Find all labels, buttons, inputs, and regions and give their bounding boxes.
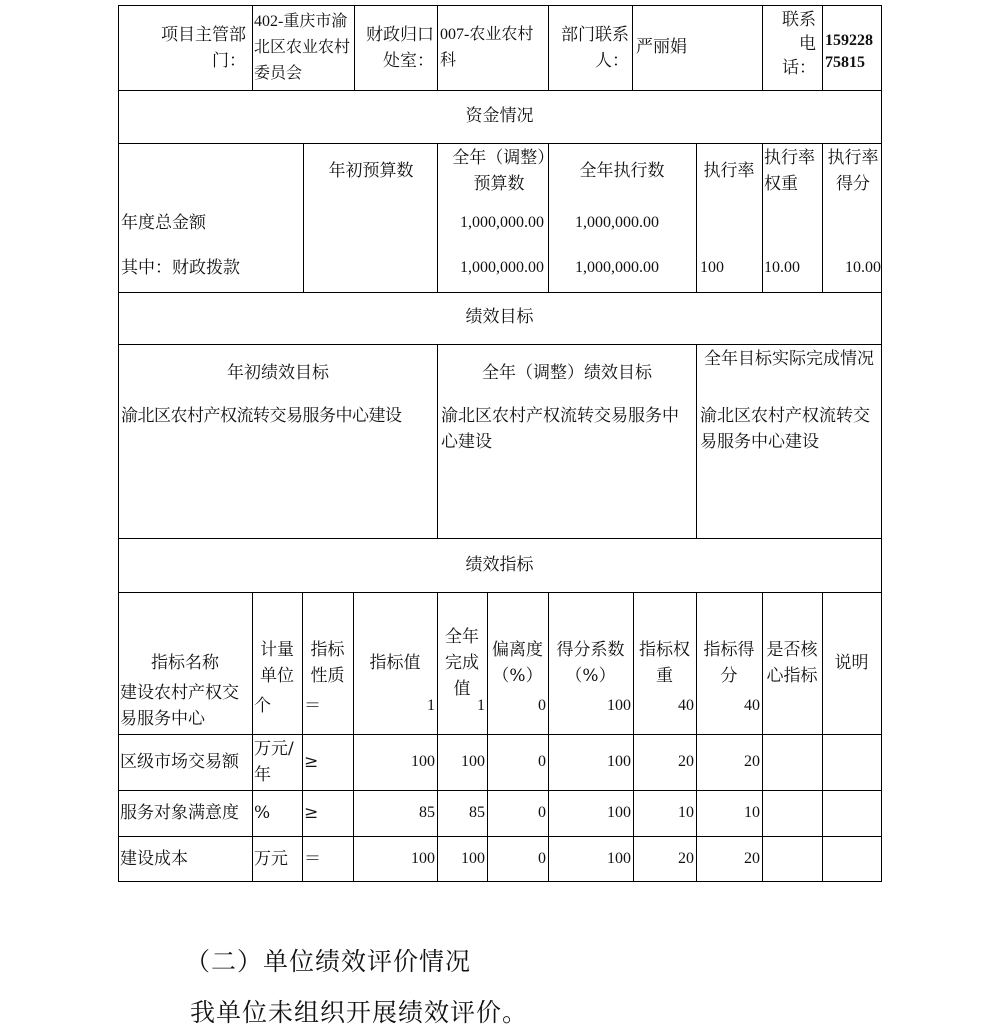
grid-line-horizontal <box>118 292 882 293</box>
grid-line-horizontal <box>118 734 882 735</box>
funds-col-weight: 执行率权重 <box>764 148 815 194</box>
funds-col-executed: 全年执行数 <box>579 161 665 181</box>
ind-col-target: 指标值 <box>369 653 421 673</box>
ind-col-actual: 全年完成值 <box>445 627 479 699</box>
ind-col-nature: 指标性质 <box>310 640 345 686</box>
grid-line-horizontal <box>118 592 882 593</box>
indicator-cell: 万元 <box>254 848 288 869</box>
grid-line-vertical <box>548 143 549 293</box>
grid-line-horizontal <box>118 836 882 837</box>
section-heading: （二）单位绩效评价情况 <box>185 947 472 976</box>
grid-line-horizontal <box>118 881 882 882</box>
ind-col-core: 是否核心指标 <box>766 640 818 686</box>
funds-row-adjusted: 1,000,000.00 <box>460 259 544 276</box>
grid-line-vertical <box>354 5 355 91</box>
indicator-name: 服务对象满意度 <box>120 803 239 823</box>
grid-line-vertical <box>762 5 763 91</box>
funds-row-executed: 1,000,000.00 <box>575 214 659 231</box>
grid-line-vertical <box>302 592 303 882</box>
indicator-cell: 40 <box>744 697 760 714</box>
indicator-cell: % <box>254 803 271 823</box>
grid-line-vertical <box>696 592 697 882</box>
indicator-cell: 100 <box>411 849 435 867</box>
grid-line-horizontal <box>118 143 882 144</box>
indicator-cell <box>824 791 879 835</box>
grid-line-horizontal <box>118 90 882 91</box>
indicator-cell: 20 <box>678 753 694 770</box>
grid-line-vertical <box>696 143 697 293</box>
funds-section-title: 资金情况 <box>465 106 534 126</box>
indicator-cell: 0 <box>538 753 546 770</box>
funds-col-score: 执行率得分 <box>827 148 879 194</box>
grid-line-vertical <box>437 5 438 91</box>
grid-line-vertical <box>881 5 882 882</box>
phone-label: 联系电话： <box>782 10 816 78</box>
grid-line-vertical <box>303 143 304 293</box>
grid-line-vertical <box>437 344 438 539</box>
grid-line-vertical <box>822 5 823 91</box>
indicators-section-title: 绩效指标 <box>465 555 534 575</box>
dept-value: 402-重庆市渝北区农业农村委员会 <box>254 13 351 82</box>
indicator-cell <box>824 679 879 733</box>
grid-line-vertical <box>632 5 633 91</box>
grid-line-vertical <box>353 592 354 882</box>
grid-line-vertical <box>633 592 634 882</box>
ind-col-weight: 指标权重 <box>639 640 690 686</box>
indicator-cell <box>824 837 879 880</box>
indicator-cell: 个 <box>254 696 271 716</box>
contact-value: 严丽娟 <box>636 37 687 57</box>
goals-adjusted-text: 渝北区农村产权流转交易服务中心建设 <box>441 406 679 452</box>
ind-col-name: 指标名称 <box>151 653 219 673</box>
funds-row-label: 年度总金额 <box>121 213 206 233</box>
grid-line-vertical <box>762 143 763 293</box>
indicator-cell: 1 <box>427 697 435 714</box>
indicator-cell: 0 <box>538 697 546 714</box>
indicator-name: 建设成本 <box>120 848 188 869</box>
ind-col-score: 指标得分 <box>703 640 755 686</box>
indicator-cell: ≥ <box>304 803 319 823</box>
indicator-cell: 20 <box>678 849 694 867</box>
funds-row-adjusted: 1,000,000.00 <box>460 214 544 231</box>
indicator-cell: 0 <box>538 804 546 821</box>
grid-line-vertical <box>118 5 119 882</box>
grid-line-vertical <box>822 592 823 882</box>
indicator-cell: 85 <box>469 804 485 821</box>
indicator-cell: ＝ <box>304 696 321 716</box>
ind-col-coefficient: 得分系数（%） <box>556 640 625 686</box>
indicator-cell: 100 <box>607 804 631 821</box>
indicator-cell: 100 <box>607 697 631 714</box>
indicator-cell: 100 <box>607 849 631 867</box>
section-body: 我单位未组织开展绩效评价。 <box>190 998 529 1027</box>
funds-row-weight: 10.00 <box>764 259 800 276</box>
goals-initial-text: 渝北区农村产权流转交易服务中心建设 <box>121 406 402 426</box>
indicator-cell: 10 <box>678 804 694 821</box>
grid-line-vertical <box>548 5 549 91</box>
indicator-cell: 20 <box>744 849 760 867</box>
grid-line-vertical <box>548 592 549 882</box>
goals-col-initial: 年初绩效目标 <box>227 363 329 383</box>
indicator-cell: 100 <box>461 753 485 770</box>
grid-line-horizontal <box>118 5 882 6</box>
indicator-name: 区级市场交易额 <box>120 752 239 772</box>
grid-line-horizontal <box>118 538 882 539</box>
indicator-cell: 100 <box>461 849 485 867</box>
contact-label: 部门联系人： <box>561 25 629 71</box>
office-label: 财政归口处室： <box>366 25 434 71</box>
grid-line-vertical <box>762 592 763 882</box>
indicator-name: 建设农村产权交易服务中心 <box>120 683 239 729</box>
ind-col-deviation: 偏离度（%） <box>492 640 543 686</box>
funds-row-rate: 100 <box>700 259 724 276</box>
indicator-cell <box>764 679 820 733</box>
goals-col-actual: 全年目标实际完成情况 <box>704 349 874 369</box>
indicator-cell <box>764 791 820 835</box>
grid-line-vertical <box>437 592 438 882</box>
indicator-cell <box>824 735 879 789</box>
grid-line-vertical <box>437 143 438 293</box>
funds-col-initial: 年初预算数 <box>328 161 414 181</box>
grid-line-horizontal <box>118 344 882 345</box>
office-value: 007-农业农村科 <box>440 26 534 69</box>
indicator-cell: 100 <box>607 753 631 770</box>
funds-row-executed: 1,000,000.00 <box>575 259 659 276</box>
funds-row-label: 其中：财政拨款 <box>121 258 240 278</box>
indicator-cell: 0 <box>538 849 546 867</box>
indicator-cell: 万元/年 <box>254 739 294 785</box>
grid-line-vertical <box>822 143 823 293</box>
funds-col-rate: 执行率 <box>703 161 755 181</box>
phone-value: 15922875815 <box>825 32 873 71</box>
indicator-cell <box>764 837 820 880</box>
indicator-cell: 10 <box>744 804 760 821</box>
grid-line-vertical <box>252 5 253 91</box>
goals-actual-text: 渝北区农村产权流转交易服务中心建设 <box>700 406 870 452</box>
indicator-cell: ＝ <box>304 848 321 869</box>
indicator-cell: 40 <box>678 697 694 714</box>
indicator-cell: 85 <box>419 804 435 821</box>
grid-line-horizontal <box>118 790 882 791</box>
grid-line-vertical <box>252 592 253 882</box>
indicator-cell: 20 <box>744 753 760 770</box>
funds-col-adjusted: 全年（调整）预算数 <box>452 148 546 194</box>
dept-label: 项目主管部门： <box>161 25 246 71</box>
grid-line-vertical <box>696 344 697 539</box>
goals-section-title: 绩效目标 <box>465 307 534 327</box>
indicator-cell: 100 <box>411 753 435 770</box>
indicator-cell: 1 <box>477 697 485 714</box>
indicator-cell <box>764 735 820 789</box>
funds-row-score: 10.00 <box>845 259 881 276</box>
ind-col-unit: 计量单位 <box>260 640 294 686</box>
ind-col-note: 说明 <box>834 653 869 673</box>
indicator-cell: ≥ <box>304 752 319 772</box>
grid-line-vertical <box>487 592 488 882</box>
goals-col-adjusted: 全年（调整）绩效目标 <box>482 363 652 383</box>
